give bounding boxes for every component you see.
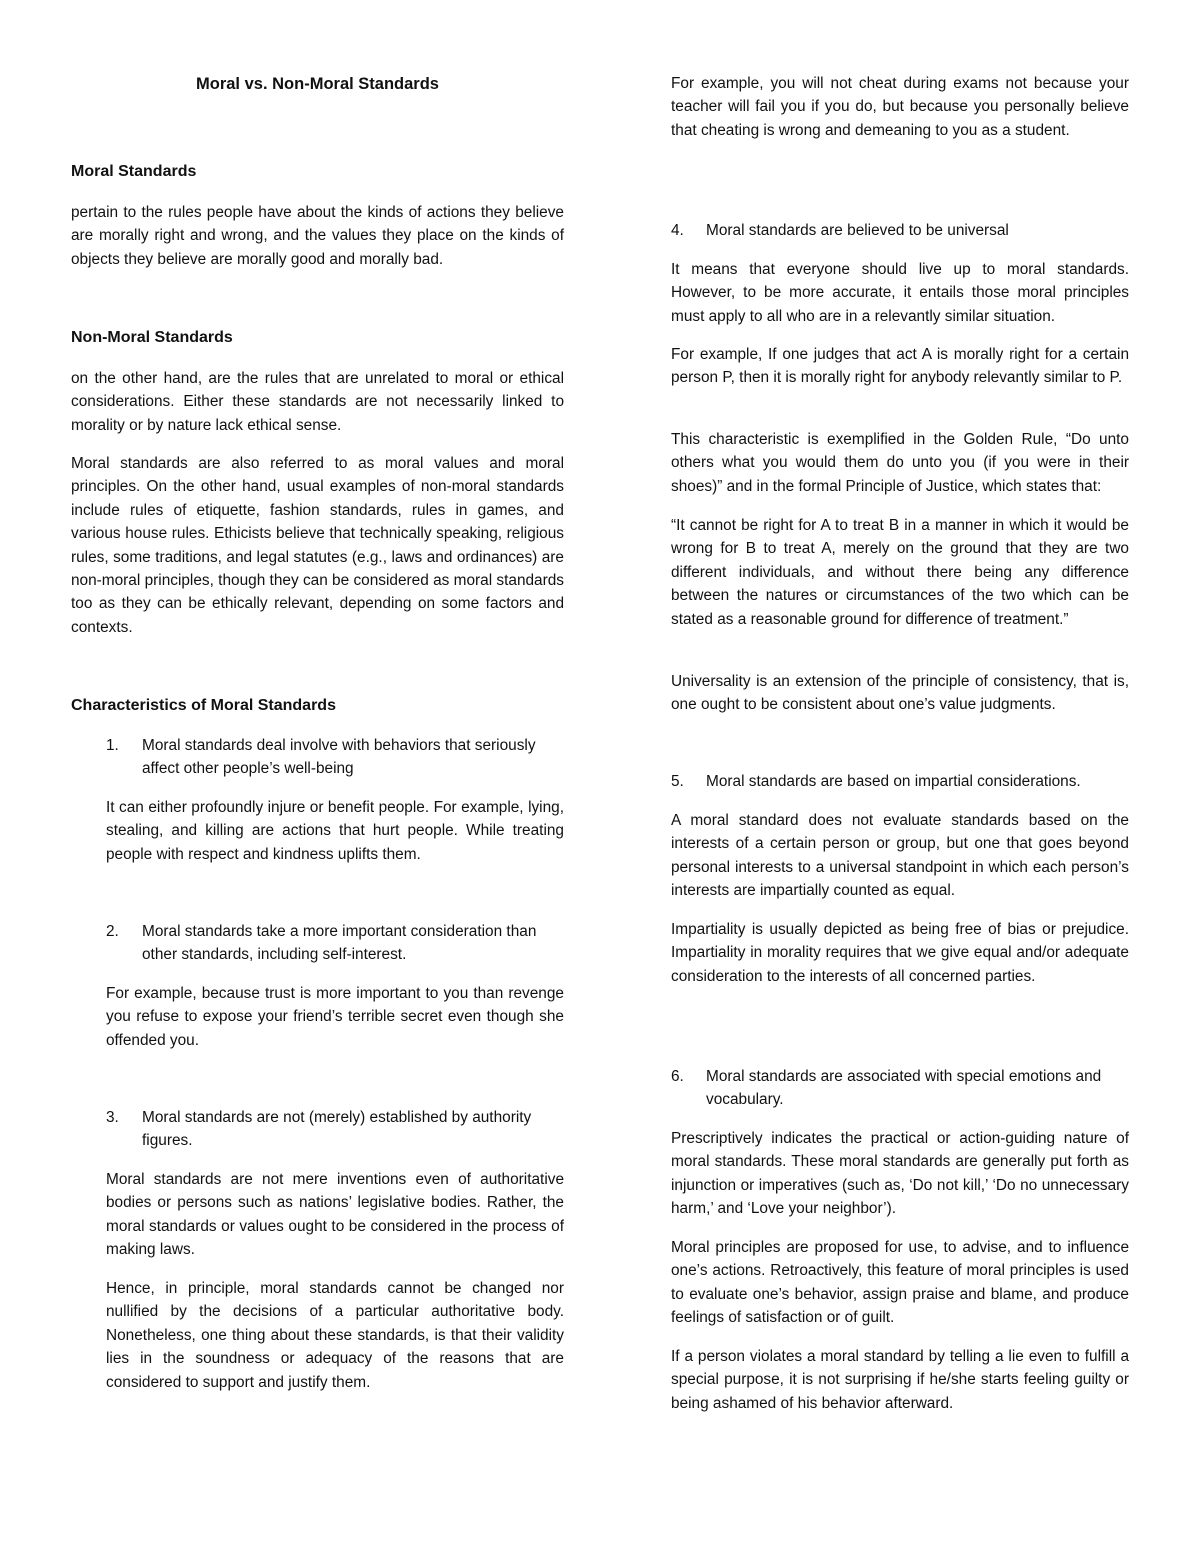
page-title: Moral vs. Non-Moral Standards: [196, 75, 439, 93]
characteristic-6-text-3: If a person violates a moral standard by telling a lie even to fulfill a special purpose, it is not surprising if he/she starts feeling guilty or being ashamed of his behavior afterward.: [671, 1348, 1129, 1412]
list-number: 2.: [106, 923, 119, 940]
moral-standards-heading: Moral Standards: [71, 163, 197, 180]
characteristic-2-title: Moral standards take a more important consideration than other standards, including self-interest.: [142, 923, 537, 964]
characteristics-heading: Characteristics of Moral Standards: [71, 697, 336, 714]
list-number: 3.: [106, 1109, 119, 1126]
characteristic-5-text-1: A moral standard does not evaluate standards based on the interests of a certain person or group, but one that goes beyond personal interests to a universal standpoint in which each person’s interests are impartially counted as equal.: [671, 812, 1129, 900]
characteristic-4-title: Moral standards are believed to be universal: [706, 222, 1009, 239]
characteristic-5-title: Moral standards are based on impartial considerations.: [706, 773, 1081, 790]
list-number: 1.: [106, 737, 119, 754]
characteristic-2-text: For example, because trust is more important to you than revenge you refuse to expose your friend’s terrible secret even though she offended you.: [106, 985, 564, 1049]
golden-rule-quote: “It cannot be right for A to treat B in a manner in which it would be wrong for B to treat A, merely on the ground that they are two different individuals, and without there being any difference between the natures or circumstances of the two which can be stated as a reasonable ground for difference of treatment.”: [671, 517, 1129, 628]
list-number: 5.: [671, 773, 684, 790]
moral-standards-definition: pertain to the rules people have about the kinds of actions they believe are morally right and wrong, and the values they place on the kinds of objects they believe are morally good and morally bad.: [71, 204, 564, 268]
characteristic-4-text-4: Universality is an extension of the principle of consistency, that is, one ought to be consistent about one’s value judgments.: [671, 673, 1129, 714]
list-number: 6.: [671, 1068, 684, 1085]
characteristic-1-title: Moral standards deal involve with behaviors that seriously affect other people’s well-being: [142, 737, 536, 778]
characteristic-4-text-2: For example, If one judges that act A is morally right for a certain person P, then it is morally right for anybody relevantly similar to P.: [671, 346, 1129, 387]
characteristic-3-title: Moral standards are not (merely) established by authority figures.: [142, 1109, 532, 1150]
characteristic-1-text: It can either profoundly injure or benefit people. For example, lying, stealing, and killing are actions that hurt people. While treating people with respect and kindness uplifts them.: [106, 799, 564, 863]
characteristic-5-text-2: Impartiality is usually depicted as being free of bias or prejudice. Impartiality in morality requires that we give equal and/or adequate consideration to the interests of all concerned parties.: [671, 921, 1129, 985]
non-moral-standards-heading: Non-Moral Standards: [71, 329, 233, 346]
characteristic-3-text-3: For example, you will not cheat during exams not because your teacher will fail you if you do, but because you personally believe that cheating is wrong and demeaning to you as a student.: [671, 75, 1129, 139]
characteristic-6-text-1: Prescriptively indicates the practical or action-guiding nature of moral standards. These moral standards are generally put forth as injunction or imperatives (such as, ‘Do not kill,’ ‘Do no unnecessary harm,’ and ‘Love your neighbor’).: [671, 1130, 1129, 1218]
characteristic-3-text-1: Moral standards are not mere inventions even of authoritative bodies or persons such as nations’ legislative bodies. Rather, the moral standards or values ought to be considered in the process of making laws.: [106, 1171, 564, 1259]
non-moral-standards-examples: Moral standards are also referred to as moral values and moral principles. On the other hand, usual examples of non-moral standards include rules of etiquette, fashion standards, rules in games, and various house rules. Ethicists believe that technically speaking, religious rules, some traditions, and legal statutes (e.g., laws and ordinances) are non-moral principles, though they can be considered as moral standards too as they can be ethically relevant, depending on some factors and contexts.: [71, 455, 564, 636]
characteristic-6-title: Moral standards are associated with special emotions and vocabulary.: [706, 1068, 1102, 1109]
characteristic-6-text-2: Moral principles are proposed for use, to advise, and to influence one’s actions. Retroactively, this feature of moral principles is used to evaluate one’s behavior, assign praise and blame, and produce feelings of satisfaction or of guilt.: [671, 1239, 1129, 1327]
list-number: 4.: [671, 222, 684, 239]
characteristic-3-text-2: Hence, in principle, moral standards cannot be changed nor nullified by the decisions of a particular authoritative body. Nonetheless, one thing about these standards, is that their validity lies in the soundness or adequacy of the reasons that are considered to support and justify them.: [106, 1280, 564, 1391]
characteristic-4-text-1: It means that everyone should live up to moral standards. However, to be more accurate, it entails those moral principles must apply to all who are in a relevantly similar situation.: [671, 261, 1129, 325]
characteristic-4-text-3: This characteristic is exemplified in the Golden Rule, “Do unto others what you would them do unto you (if you were in their shoes)” and in the formal Principle of Justice, which states that:: [671, 431, 1129, 495]
non-moral-standards-definition: on the other hand, are the rules that are unrelated to moral or ethical considerations. Either these standards are not necessarily linked to morality or by nature lack ethical sense.: [71, 370, 564, 434]
